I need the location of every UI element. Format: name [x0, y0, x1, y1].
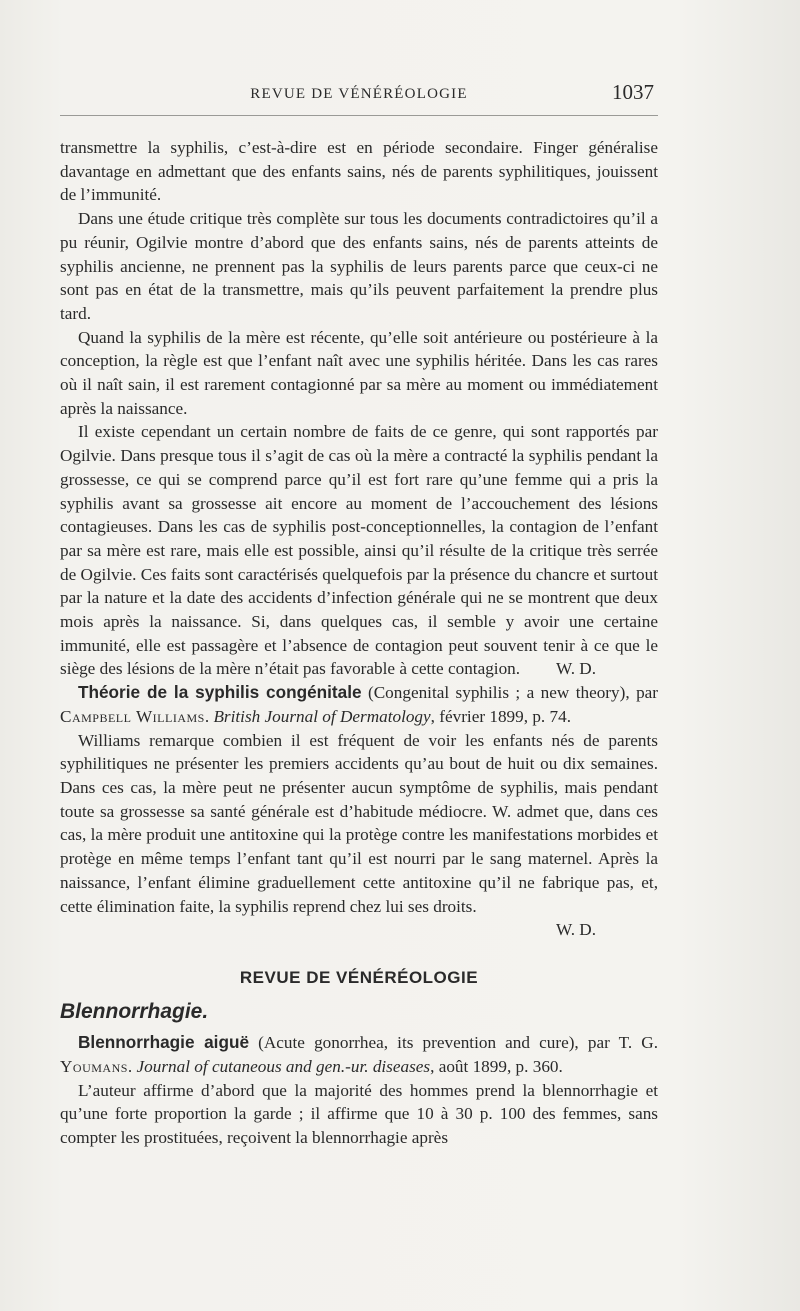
article-2-reference — [60, 1031, 658, 1078]
article-1-body: Williams remarque combien il est fréquent de voir les enfants nés de parents syphilitiques ne présenter les premiers accidents qu’au bout de huit ou dix semaines. Dans ces cas, la mère peut ne présenter aucun symptôme de syphilis, mais pendant toute sa grossesse sa santé générale est d’habitude médiocre. W. admet que, dans ces cas, la mère produit une antitoxine qui la protège contre les manifestations morbides et protège en même temps l’enfant tant qu’il est nourri par le sang maternel. Après la naissance, l’enfant élimine graduellement cette antitoxine qu’il ne fabrique pas, et, cette élimination faite, la syphilis reprend chez lui ses droits. — [60, 730, 658, 916]
article-2-title: Blennorrhagie aiguë — [78, 1032, 250, 1053]
article-2-journal: Journal of cutaneous and gen.-ur. diseases — [136, 1057, 431, 1077]
paragraph-4-text: Il existe cependant un certain nombre de faits de ce genre, qui sont rapportés par Ogilvie. Dans presque tous il s’agit de cas où la mère a contracté la syphilis pendant la grossesse, ce qui se comprend parce qu’il est fort rare qu’une femme qui a pris la syphilis avant sa grossesse ait encore au moment de l’accouchement des lésions contagieuses. Dans les cas de syphilis post-conceptionnelles, la contagion de l’enfant par sa mère est rare, mais elle est possible, ainsi qu’il résulte de la critique très serrée de Ogilvie. Ces faits sont caractérisés quelquefois par la présence du chancre et surtout par la nature et la date des accidents d’infection générale qui ne se montrent que deux mois après la naissance. Si, dans quelques cas, il semble y avoir une certaine immunité, elle est passagère et l’absence de contagion peut souvent tenir à ce que le siège des lésions de la mère n’était pas favorable à cette contagion. — [60, 422, 658, 679]
paragraph-3: Quand la syphilis de la mère est récente, qu’elle soit antérieure ou postérieure à la conception, la règle est que l’enfant naît avec une syphilis héritée. Dans les cas rares où il naît sain, il est rarement contagionné par sa mère au moment ou immédiatement après la naissance. — [60, 327, 658, 418]
article-1-signature-line — [60, 918, 658, 942]
article-1-author: Campbell Williams — [60, 706, 205, 726]
body-text — [60, 136, 658, 1150]
section-title: REVUE DE VÉNÉRÉOLOGIE — [239, 967, 479, 987]
article-2-body: L’auteur affirme d’abord que la majorité des hommes prend la blennorrhagie et qu’une forte proportion la garde ; il affirme que 10 à 30 p. 100 des femmes, sans compter les prostituées, reçoivent la blennorrhagie après — [60, 1080, 658, 1148]
header-rule — [60, 115, 658, 116]
article-1-ref-mid: . — [204, 706, 214, 726]
paragraph-4-signature: W. D. — [556, 659, 596, 679]
article-1-title: Théorie de la syphilis congénitale — [78, 682, 362, 703]
article-2-ref-mid: . — [127, 1057, 137, 1077]
article-1-signature: W. D. — [556, 920, 596, 940]
article-2-ref-post: , août 1899, p. 360. — [430, 1057, 563, 1077]
article-1-ref-post: , février 1899, p. 74. — [430, 706, 572, 726]
paragraph-4 — [60, 420, 658, 681]
page-number: 1037 — [612, 80, 654, 104]
article-2-ref-pre: (Acute gonorrhea, its prevention and cure), par T. G. — [249, 1033, 659, 1053]
subsection-title: Blennorrhagie. — [60, 999, 209, 1023]
page-header — [60, 80, 658, 110]
article-1-ref-pre: (Congenital syphilis ; a new theory), par — [361, 683, 659, 703]
article-1-journal: British Journal of Dermatology — [213, 706, 431, 726]
running-title: REVUE DE VÉNÉRÉOLOGIE — [250, 86, 468, 102]
article-1-reference — [60, 681, 658, 728]
paragraph-2: Dans une étude critique très complète sur tous les documents contradictoires qu’il a pu réunir, Ogilvie montre d’abord que des enfants sains, nés de parents atteints de syphilis ancienne, ne prennent pas la syphilis de leurs parents parce que ceux-ci ne sont pas en état de la transmettre, mais qu’ils peuvent parfaitement la prendre plus tard. — [60, 209, 658, 323]
article-2-author: Youmans — [60, 1057, 128, 1077]
paragraph-1: transmettre la syphilis, c’est-à-dire est en période secondaire. Finger généralise davantage en admettant que des enfants sains, nés de parents syphilitiques, jouissent de l’immunité. — [60, 138, 658, 205]
